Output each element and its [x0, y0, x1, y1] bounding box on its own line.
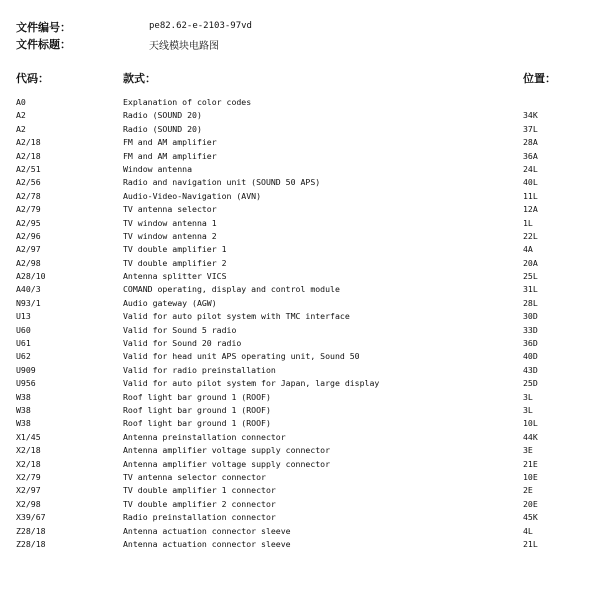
table-row [0, 190, 607, 203]
row-description: Valid for head unit APS operating unit, Sound 50 [123, 351, 360, 362]
table-row [0, 123, 607, 136]
row-code: U60 [16, 324, 31, 335]
row-description: Antenna amplifier voltage supply connector [123, 445, 331, 456]
row-description: Radio (SOUND 20) [123, 110, 202, 121]
row-position: 10E [523, 471, 538, 482]
table-row [0, 270, 607, 283]
row-description: Valid for radio preinstallation [123, 364, 276, 375]
row-position: 45K [523, 512, 538, 523]
table-row [0, 538, 607, 551]
row-description: FM and AM amplifier [123, 137, 217, 148]
row-description: TV double amplifier 1 [123, 244, 227, 255]
row-position: 25L [523, 271, 538, 282]
table-row [0, 203, 607, 216]
row-position: 44K [523, 431, 538, 442]
row-position: 4A [523, 244, 533, 255]
row-position: 25D [523, 378, 538, 389]
row-code: A2/56 [16, 177, 41, 188]
row-description: Roof light bar ground 1 (ROOF) [123, 391, 271, 402]
row-position: 37L [523, 123, 538, 134]
row-position: 33D [523, 324, 538, 335]
row-description: Antenna actuation connector sleeve [123, 525, 291, 536]
row-position: 28A [523, 137, 538, 148]
table-row [0, 310, 607, 323]
row-position: 11L [523, 190, 538, 201]
row-code: W38 [16, 404, 31, 415]
table-row [0, 257, 607, 270]
row-code: A2/98 [16, 257, 41, 268]
table-row [0, 324, 607, 337]
row-position: 30D [523, 311, 538, 322]
row-code: X2/18 [16, 458, 41, 469]
row-position: 3E [523, 445, 533, 456]
row-description: Antenna splitter VICS [123, 271, 227, 282]
row-position: 31L [523, 284, 538, 295]
row-position: 3L [523, 391, 533, 402]
table-row [0, 230, 607, 243]
table-row [0, 511, 607, 524]
row-position: 12A [523, 204, 538, 215]
row-position: 1L [523, 217, 533, 228]
row-code: X2/98 [16, 498, 41, 509]
row-position: 2E [523, 485, 533, 496]
table-row [0, 471, 607, 484]
row-description: TV window antenna 2 [123, 230, 217, 241]
table-row [0, 297, 607, 310]
row-code: U956 [16, 378, 36, 389]
row-code: Z28/18 [16, 525, 46, 536]
table-row [0, 431, 607, 444]
row-code: A2/95 [16, 217, 41, 228]
row-code: X39/67 [16, 512, 46, 523]
row-code: X2/18 [16, 445, 41, 456]
row-code: U13 [16, 311, 31, 322]
row-code: W38 [16, 391, 31, 402]
row-position: 40L [523, 177, 538, 188]
row-code: A2/96 [16, 230, 41, 241]
row-description: Radio preinstallation connector [123, 512, 276, 523]
table-row [0, 417, 607, 430]
row-code: A2/51 [16, 163, 41, 174]
column-header-style: 款式： [123, 72, 156, 85]
row-position: 4L [523, 525, 533, 536]
row-code: U62 [16, 351, 31, 362]
component-table [0, 96, 607, 551]
row-description: TV double amplifier 1 connector [123, 485, 276, 496]
row-code: X1/45 [16, 431, 41, 442]
table-row [0, 176, 607, 189]
doc-number-value: pe82.62-e-2103-97vd [149, 21, 252, 31]
row-description: COMAND operating, display and control module [123, 284, 340, 295]
doc-title-value: 天线模块电路图 [149, 41, 219, 52]
row-position: 21L [523, 538, 538, 549]
row-description: Radio and navigation unit (SOUND 50 APS) [123, 177, 321, 188]
doc-title-label: 文件标题： [16, 38, 71, 51]
table-row [0, 525, 607, 538]
row-position: 20A [523, 257, 538, 268]
row-description: Audio gateway (AGW) [123, 297, 217, 308]
row-position: 10L [523, 418, 538, 429]
table-row [0, 150, 607, 163]
row-code: A2 [16, 110, 26, 121]
row-code: A0 [16, 97, 26, 107]
table-row [0, 243, 607, 256]
row-code: A40/3 [16, 284, 41, 295]
table-row [0, 391, 607, 404]
row-description: Valid for auto pilot system for Japan, large display [123, 378, 380, 389]
row-position: 21E [523, 458, 538, 469]
row-code: U61 [16, 338, 31, 349]
row-code: A2 [16, 123, 26, 134]
row-code: A28/10 [16, 271, 46, 282]
table-row [0, 364, 607, 377]
row-position: 20E [523, 498, 538, 509]
row-position: 3L [523, 404, 533, 415]
table-row [0, 337, 607, 350]
row-description: Valid for Sound 5 radio [123, 324, 237, 335]
row-description: Valid for auto pilot system with TMC interface [123, 311, 350, 322]
table-row [0, 404, 607, 417]
row-description: Antenna preinstallation connector [123, 431, 286, 442]
table-row [0, 458, 607, 471]
table-row [0, 217, 607, 230]
row-position: 34K [523, 110, 538, 121]
row-description: Antenna actuation connector sleeve [123, 538, 291, 549]
row-code: A2/18 [16, 150, 41, 161]
row-description: Window antenna [123, 163, 193, 174]
row-description: TV window antenna 1 [123, 217, 217, 228]
row-description: TV antenna selector connector [123, 471, 266, 482]
row-code: A2/78 [16, 190, 41, 201]
row-position: 22L [523, 230, 538, 241]
table-row [0, 350, 607, 363]
row-position: 43D [523, 364, 538, 375]
row-description: TV double amplifier 2 connector [123, 498, 276, 509]
row-code: U909 [16, 364, 36, 375]
row-code: A2/97 [16, 244, 41, 255]
row-code: N93/1 [16, 297, 41, 308]
row-description: FM and AM amplifier [123, 150, 217, 161]
row-position: 40D [523, 351, 538, 362]
table-row [0, 136, 607, 149]
column-header-code: 代码： [16, 72, 49, 85]
column-header-position: 位置： [523, 72, 556, 85]
row-description: Audio-Video-Navigation (AVN) [123, 190, 262, 201]
row-description: Roof light bar ground 1 (ROOF) [123, 418, 271, 429]
row-position: 28L [523, 297, 538, 308]
table-row [0, 96, 607, 109]
row-code: W38 [16, 418, 31, 429]
row-description: TV antenna selector [123, 204, 217, 215]
row-position: 36D [523, 338, 538, 349]
table-row [0, 109, 607, 122]
row-description: Explanation of color codes [123, 97, 252, 107]
table-row [0, 377, 607, 390]
table-row [0, 498, 607, 511]
row-description: TV double amplifier 2 [123, 257, 227, 268]
row-code: A2/79 [16, 204, 41, 215]
table-row [0, 484, 607, 497]
row-description: Antenna amplifier voltage supply connector [123, 458, 331, 469]
row-description: Valid for Sound 20 radio [123, 338, 242, 349]
row-code: A2/18 [16, 137, 41, 148]
row-description: Roof light bar ground 1 (ROOF) [123, 404, 271, 415]
row-description: Radio (SOUND 20) [123, 123, 202, 134]
row-position: 36A [523, 150, 538, 161]
row-code: X2/79 [16, 471, 41, 482]
row-position: 24L [523, 163, 538, 174]
row-code: Z28/18 [16, 538, 46, 549]
row-code: X2/97 [16, 485, 41, 496]
doc-number-label: 文件编号： [16, 21, 71, 34]
table-row [0, 163, 607, 176]
table-row [0, 444, 607, 457]
table-row [0, 283, 607, 296]
